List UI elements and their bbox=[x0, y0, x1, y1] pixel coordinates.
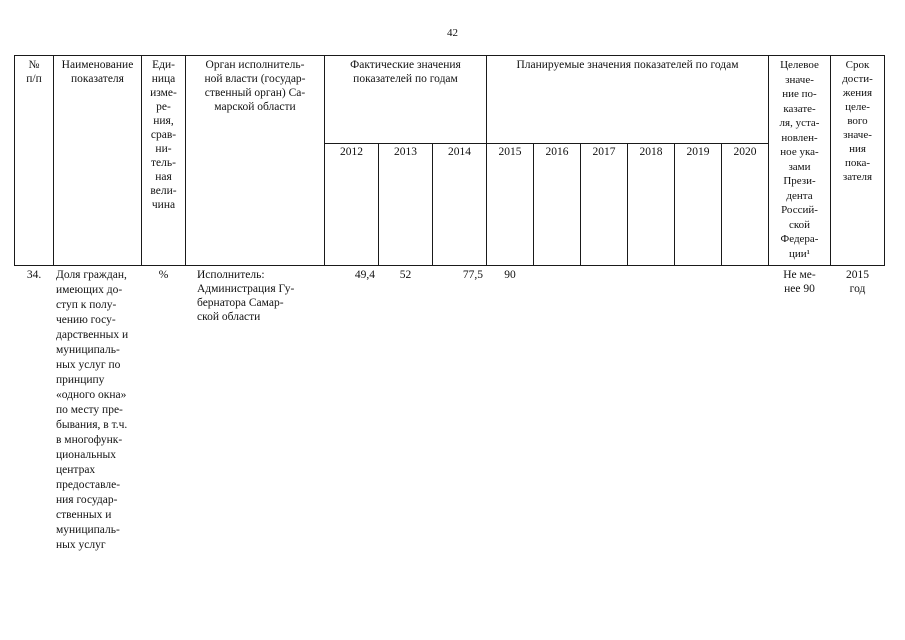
year-header-2014: 2014 bbox=[448, 146, 471, 158]
header-organ: Орган исполнитель- ной власти (государ- ственный орган) Са- марской области bbox=[204, 59, 306, 113]
table-top-border bbox=[14, 55, 885, 56]
row-deadline: 2015 год bbox=[846, 269, 869, 295]
header-bottom-border bbox=[14, 265, 885, 266]
header-deadline: Срок дости- жения целе- вого значе- ния пока- зателя bbox=[842, 59, 873, 183]
row-value-2013: 52 bbox=[399, 269, 412, 281]
row-value-2014: 77,5 bbox=[462, 269, 483, 281]
year-header-2018: 2018 bbox=[639, 146, 663, 158]
col-divider-num bbox=[53, 55, 54, 266]
col-divider-2016 bbox=[580, 143, 581, 266]
row-target: Не ме- нее 90 bbox=[783, 269, 816, 295]
year-header-2019: 2019 bbox=[686, 146, 710, 158]
header-target: Целевое значе- ние по- казате- ля, уста- новлен- ное ука- зами Прези- дента Россий- ской Федера- ции¹ bbox=[779, 59, 820, 260]
page-number: 42 bbox=[447, 27, 458, 39]
year-header-2012: 2012 bbox=[340, 146, 363, 158]
year-header-2013: 2013 bbox=[394, 146, 417, 158]
col-divider-actual bbox=[486, 55, 487, 266]
col-divider-2018 bbox=[674, 143, 675, 266]
row-value-2015: 90 bbox=[504, 269, 516, 281]
row-organ: Исполнитель: Администрация Гу- бернатора Самар- ской области bbox=[197, 269, 295, 323]
year-row-top-border bbox=[324, 143, 768, 144]
header-actual-group: Фактические значения показателей по годам bbox=[350, 59, 461, 85]
year-header-2015: 2015 bbox=[498, 146, 522, 158]
header-planned-group: Планируемые значения показателей по годам bbox=[516, 59, 739, 71]
col-divider-2013 bbox=[432, 143, 433, 266]
table-right-border bbox=[884, 55, 885, 266]
col-divider-organ bbox=[324, 55, 325, 266]
row-unit: % bbox=[158, 269, 169, 281]
row-num: 34. bbox=[26, 269, 42, 281]
year-header-2017: 2017 bbox=[592, 146, 616, 158]
col-divider-2019 bbox=[721, 143, 722, 266]
header-unit: Еди- ница изме- ре- ния, срав- ни- тель- ная вели- чина bbox=[150, 59, 177, 211]
year-header-2016: 2016 bbox=[545, 146, 569, 158]
header-num: № п/п bbox=[26, 59, 42, 85]
col-divider-2017 bbox=[627, 143, 628, 266]
col-divider-2015 bbox=[533, 143, 534, 266]
row-name: Доля граждан, имеющих до- ступ к полу- чению госу- дарственных и муниципаль- ных услуг по принципу «одного окна» по месту пре- бывания, в т.ч. в многофунк- циональных центрах предоставле- ния государ- ственных и муниципаль- ных услуг bbox=[56, 269, 129, 551]
table-left-border bbox=[14, 55, 15, 266]
header-name: Наименование показателя bbox=[61, 59, 134, 85]
col-divider-2012 bbox=[378, 143, 379, 266]
year-header-2020: 2020 bbox=[733, 146, 757, 158]
row-value-2012: 49,4 bbox=[354, 269, 375, 281]
